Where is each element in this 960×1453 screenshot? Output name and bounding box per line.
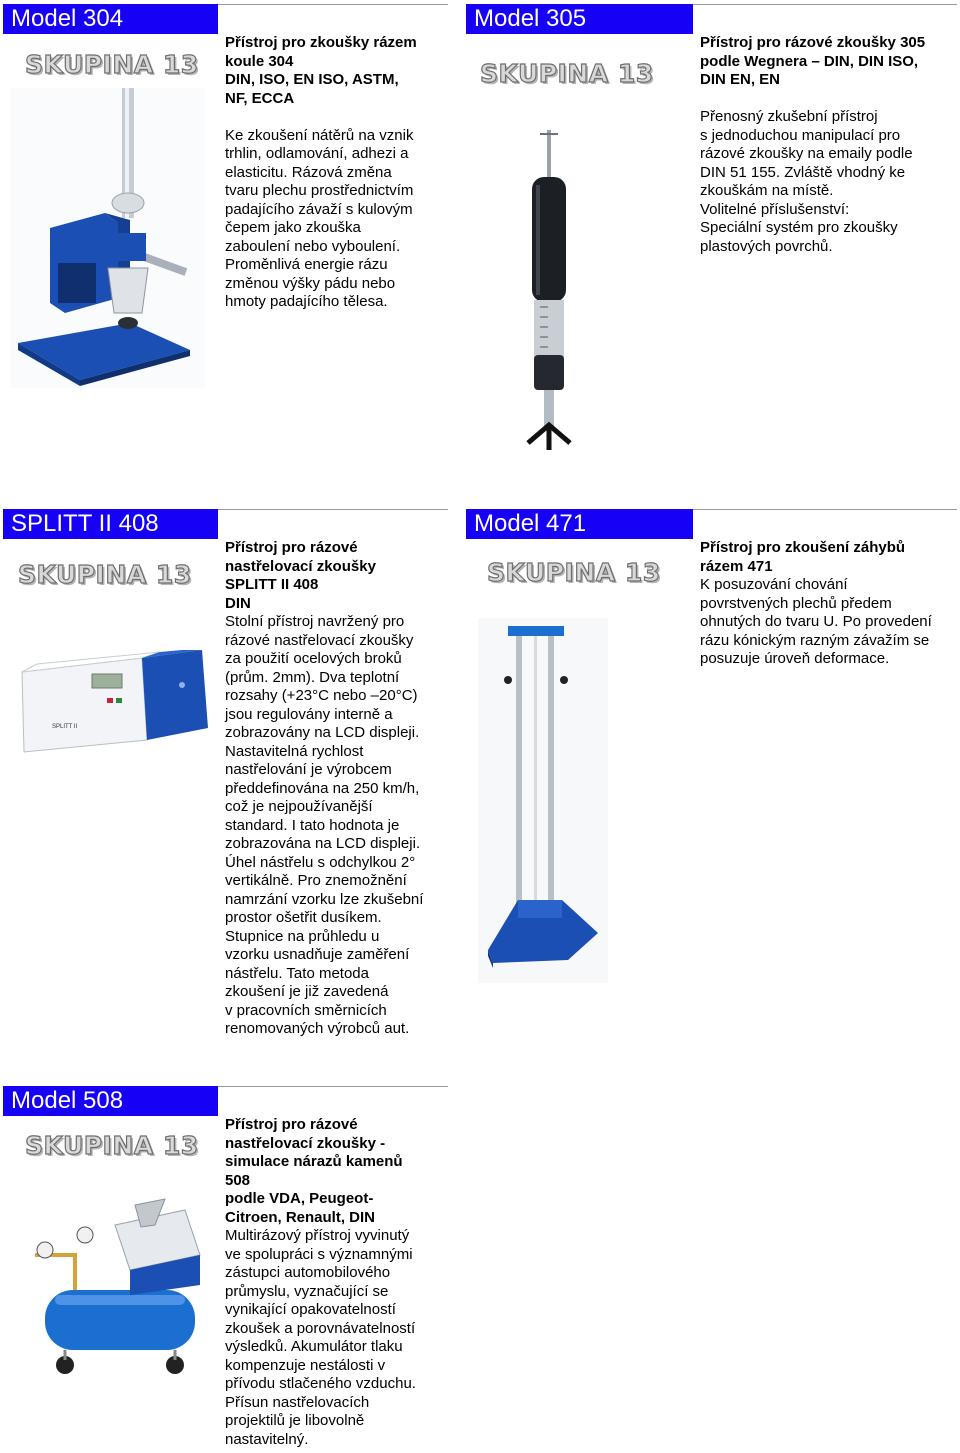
title-line: Přístroj pro rázové bbox=[225, 1116, 358, 1133]
body-line: rázové nastřelovací zkoušky bbox=[225, 631, 414, 649]
body-line: rázu kónickým razným závažím se bbox=[700, 631, 930, 649]
section-divider bbox=[693, 509, 957, 510]
body-line: změnou výšky pádu nebo bbox=[225, 274, 396, 292]
body-line: plastových povrchů. bbox=[700, 237, 833, 255]
title-line: NF, ECCA bbox=[225, 89, 295, 107]
body-line: Stupnice na průhledu u bbox=[225, 927, 380, 945]
body-line: Multirázový přístroj vyvinutý bbox=[225, 1227, 410, 1244]
body-line: nastavitelný. bbox=[225, 1430, 309, 1448]
body-line: Stolní přístroj navržený pro bbox=[225, 613, 405, 630]
body-line: zobrazována na LCD displeji. bbox=[225, 835, 421, 852]
body-line: Proměnlivá energie rázu bbox=[225, 256, 388, 273]
title-line: Přístroj pro zkoušky rázem bbox=[225, 34, 417, 51]
body-line: v pracovních směrnicích bbox=[225, 1001, 387, 1019]
body-line: posuzuje úroveň deformace. bbox=[700, 650, 890, 667]
product-description bbox=[700, 34, 958, 256]
title-line: Přístroj pro zkoušení záhybů bbox=[700, 539, 906, 556]
body-line: předdefinována na 250 km/h, bbox=[225, 779, 420, 797]
body-line: elasticitu. Rázová změna bbox=[225, 163, 392, 181]
body-line: Přísun nastřelovacích bbox=[225, 1393, 370, 1411]
body-line: DIN 51 155. Zvláště vhodný ke bbox=[700, 163, 906, 181]
section-divider bbox=[218, 509, 448, 510]
body-line: ve spolupráci s významnými bbox=[225, 1245, 413, 1263]
product-description bbox=[225, 34, 450, 312]
group-label: SKUPINA 13 bbox=[25, 1131, 199, 1160]
portable-impact-tester-image bbox=[520, 125, 590, 455]
body-line: Speciální systém pro zkoušky bbox=[700, 219, 898, 236]
title-line: nastřelovací zkoušky bbox=[225, 557, 376, 575]
title-line: DIN, ISO, EN ISO, ASTM, bbox=[225, 71, 399, 88]
body-line: padajícího závaží s kulovým bbox=[225, 200, 413, 218]
body-line: zobrazovány na LCD displeji. bbox=[225, 724, 420, 741]
body-line: standard. I tato hodnota je bbox=[225, 816, 400, 834]
device-label: SPLITT II bbox=[52, 724, 78, 730]
body-line: namrzání vzorku lze zkušební bbox=[225, 890, 424, 908]
body-line: (prům. 2mm). Dva teplotní bbox=[225, 668, 400, 686]
body-line: zástupci automobilového bbox=[225, 1264, 391, 1281]
body-line: povrstvených plechů předem bbox=[700, 594, 892, 612]
body-line: Nastavitelná rychlost bbox=[225, 742, 364, 760]
body-line: průmyslu, vyznačující se bbox=[225, 1282, 389, 1300]
body-line: vertikálně. Pro znemožnění bbox=[225, 872, 407, 889]
splitt-benchtop-device-image bbox=[12, 650, 212, 760]
product-description bbox=[700, 539, 958, 669]
title-line: DIN EN, EN bbox=[700, 71, 781, 88]
body-line: zkouškám na místě. bbox=[700, 182, 834, 199]
group-label: SKUPINA 13 bbox=[18, 560, 192, 589]
title-line: nastřelovací zkoušky - bbox=[225, 1134, 386, 1152]
body-line: renomovaných výrobců aut. bbox=[225, 1020, 410, 1037]
body-line: zkoušek a porovnávatelností bbox=[225, 1319, 416, 1337]
group-label: SKUPINA 13 bbox=[480, 59, 654, 88]
body-line: výsledků. Akumulátor tlaku bbox=[225, 1338, 403, 1355]
body-line: což je nejpoužívanější bbox=[225, 798, 373, 815]
model-header: Model 304 bbox=[3, 4, 218, 34]
body-line: prostor ošetřit dusíkem. bbox=[225, 909, 382, 926]
body-line: trhlin, odlamování, adhezi a bbox=[225, 145, 409, 162]
body-line: tvaru plechu prostřednictvím bbox=[225, 182, 414, 199]
body-line: Přenosný zkušební přístroj bbox=[700, 108, 878, 125]
section-divider bbox=[693, 4, 957, 5]
body-line: projektilů je libovolně bbox=[225, 1412, 365, 1429]
title-line: 508 bbox=[225, 1171, 251, 1189]
model-header: Model 508 bbox=[3, 1086, 218, 1116]
product-description bbox=[225, 1116, 450, 1449]
title-line: Přístroj pro rázové bbox=[225, 539, 358, 556]
drop-tower-tester-image bbox=[478, 618, 608, 983]
body-line: ohnutých do tvaru U. Po provedení bbox=[700, 613, 932, 630]
model-header: SPLITT II 408 bbox=[3, 509, 218, 539]
title-line: simulace nárazů kamenů bbox=[225, 1153, 403, 1170]
title-line: Přístroj pro rázové zkoušky 305 bbox=[700, 34, 926, 51]
body-line: vzorku usnadňuje zaměření bbox=[225, 946, 410, 963]
section-divider bbox=[218, 1086, 448, 1087]
product-description bbox=[225, 539, 450, 1039]
title-line: DIN bbox=[225, 594, 251, 612]
body-line: nástřelu. Tato metoda bbox=[225, 964, 369, 982]
title-line: SPLITT II 408 bbox=[225, 576, 319, 593]
body-line: hmoty padajícího tělesa. bbox=[225, 293, 388, 310]
body-line: kompenzuje nestálosti v bbox=[225, 1356, 386, 1374]
group-label: SKUPINA 13 bbox=[25, 50, 199, 79]
body-line: za použití ocelových broků bbox=[225, 650, 402, 667]
body-line: přívodu stlačeného vzduchu. bbox=[225, 1375, 416, 1392]
body-line: Ke zkoušení nátěrů na vznik bbox=[225, 126, 414, 144]
title-line: Citroen, Renault, DIN bbox=[225, 1208, 376, 1226]
body-line: jsou regulovány interně a bbox=[225, 705, 393, 723]
title-line: podle Wegnera – DIN, DIN ISO, bbox=[700, 52, 919, 70]
body-line: nastřelování je výrobcem bbox=[225, 761, 392, 778]
ball-impact-tester-image bbox=[10, 88, 205, 388]
title-line: koule 304 bbox=[225, 52, 294, 70]
model-header: Model 305 bbox=[466, 4, 693, 34]
body-line: Úhel nástřelu s odchylkou 2° bbox=[225, 853, 416, 871]
body-line: rázové zkoušky na emaily podle bbox=[700, 145, 913, 162]
body-line: čepem jako zkouška bbox=[225, 219, 361, 236]
title-line: podle VDA, Peugeot- bbox=[225, 1190, 374, 1207]
model-header: Model 471 bbox=[466, 509, 693, 539]
body-line: K posuzování chování bbox=[700, 576, 848, 593]
body-line: vynikající opakovatelností bbox=[225, 1301, 396, 1318]
body-line: s jednoduchou manipulací pro bbox=[700, 126, 901, 144]
gravelometer-image bbox=[15, 1195, 215, 1385]
body-line: zkoušení je již zavedená bbox=[225, 983, 389, 1000]
group-label: SKUPINA 13 bbox=[487, 558, 661, 587]
title-line: rázem 471 bbox=[700, 557, 773, 575]
section-divider bbox=[218, 4, 448, 5]
body-line: zaboulení nebo vyboulení. bbox=[225, 237, 401, 255]
body-line: rozsahy (+23°C nebo –20°C) bbox=[225, 687, 418, 704]
body-line: Volitelné příslušenství: bbox=[700, 200, 850, 218]
